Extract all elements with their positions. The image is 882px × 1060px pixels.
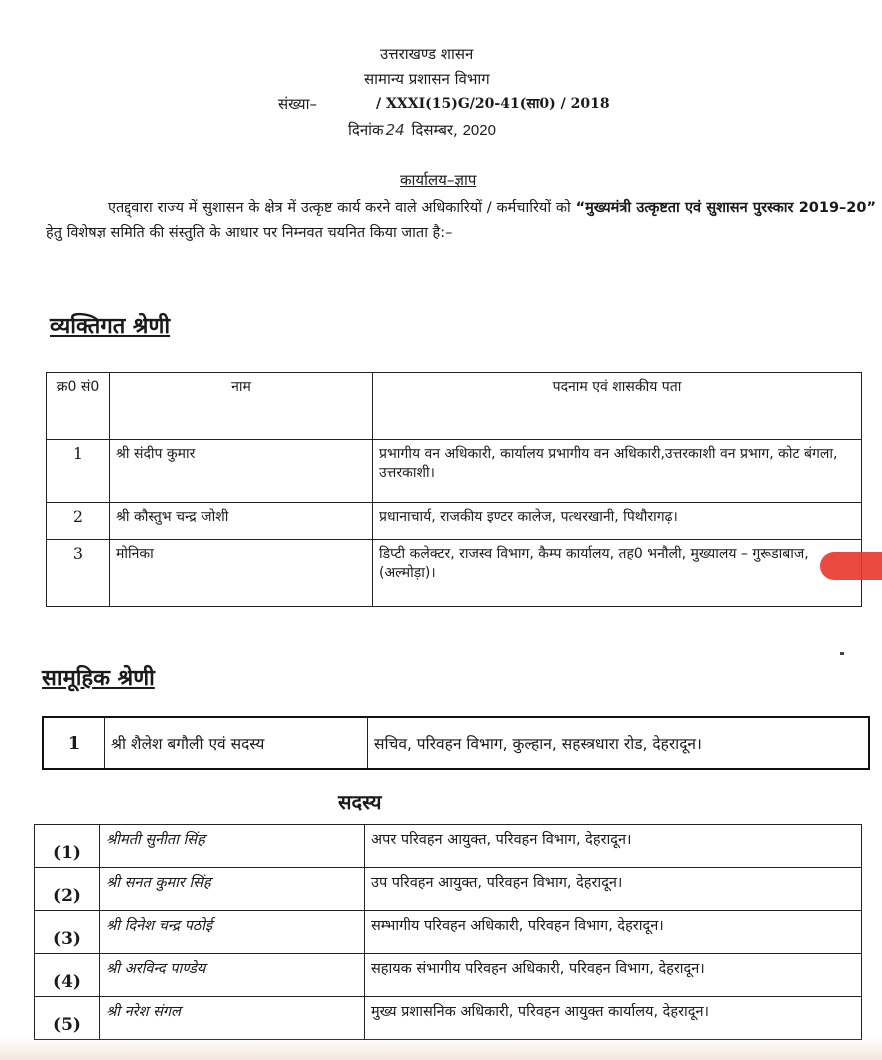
personal-category-table: [46, 372, 862, 607]
section-group-heading: सामूहिक श्रेणी: [42, 666, 155, 691]
section-personal-heading: व्यक्तिगत श्रेणी: [50, 314, 171, 339]
row-serial: 3: [47, 540, 110, 607]
col-header-serial: क्र0 सं0: [47, 373, 110, 440]
date-day: 24: [385, 121, 405, 139]
row-name: श्री नरेश संगल: [100, 997, 365, 1040]
intro-part1: एतद्द्वारा राज्य में सुशासन के क्षेत्र में उत्कृष्ट कार्य करने वाले अधिकारियों / कर्मचारियों को: [108, 200, 571, 216]
members-table: [34, 824, 862, 1040]
row-designation: मुख्य प्रशासनिक अधिकारी, परिवहन आयुक्त कार्यालय, देहरादून।: [365, 997, 862, 1040]
row-serial: (5): [35, 997, 100, 1040]
table-row: [43, 717, 869, 769]
row-serial: 1: [43, 717, 105, 769]
table-row: [35, 954, 862, 997]
group-category-table: [42, 716, 870, 770]
department-title: सामान्य प्रशासन विभाग: [364, 70, 490, 88]
row-serial: (1): [35, 825, 100, 868]
table-row: [47, 440, 862, 503]
table-row: [35, 825, 862, 868]
table-row: [35, 997, 862, 1040]
reference-label: संख्या–: [278, 95, 318, 113]
row-designation: उप परिवहन आयुक्त, परिवहन विभाग, देहरादून।: [365, 868, 862, 911]
table-row: [47, 540, 862, 607]
row-name: श्री शैलेश बगौली एवं सदस्य: [105, 717, 368, 769]
row-name: श्री संदीप कुमार: [110, 440, 373, 503]
intro-paragraph: [46, 196, 876, 246]
table-row: [47, 503, 862, 540]
row-name: श्री सनत कुमार सिंह: [100, 868, 365, 911]
table-row: [35, 911, 862, 954]
row-serial: 2: [47, 503, 110, 540]
row-serial: 1: [47, 440, 110, 503]
row-serial: (2): [35, 868, 100, 911]
award-name: “मुख्यमंत्री उत्कृष्टता एवं सुशासन पुरस्कार 2019–20”: [575, 200, 877, 216]
date-line: [348, 120, 496, 141]
col-header-designation: पदनाम एवं शासकीय पता: [373, 373, 862, 440]
col-header-name: नाम: [110, 373, 373, 440]
row-designation: सम्भागीय परिवहन अधिकारी, परिवहन विभाग, देहरादून।: [365, 911, 862, 954]
govt-title: उत्तराखण्ड शासन: [380, 45, 474, 63]
table-row: [35, 868, 862, 911]
paper-stain: [0, 1036, 882, 1060]
section-members-heading: सदस्य: [338, 790, 382, 814]
row-name: मोनिका: [110, 540, 373, 607]
date-year: 2020: [462, 122, 496, 139]
date-prefix: दिनांक: [348, 121, 384, 139]
date-month: दिसम्बर,: [411, 121, 458, 139]
ink-speck: [840, 652, 844, 655]
intro-part2: हेतु विशेषज्ञ समिति की संस्तुति के आधार पर निम्नवत चयनित किया जाता है:–: [46, 225, 453, 241]
highlighter-mark: [820, 552, 882, 580]
row-name: श्रीमती सुनीता सिंह: [100, 825, 365, 868]
row-designation: प्रधानाचार्य, राजकीय इण्टर कालेज, पत्थरखानी, पिथौरागढ़।: [373, 503, 862, 540]
row-serial: (3): [35, 911, 100, 954]
row-designation: सहायक संभागीय परिवहन अधिकारी, परिवहन विभाग, देहरादून।: [365, 954, 862, 997]
row-name: श्री दिनेश चन्द्र पठोई: [100, 911, 365, 954]
row-designation: डिप्टी कलेक्टर, राजस्व विभाग, कैम्प कार्यालय, तह0 भनौली, मुख्यालय – गुरूडाबाज, (अल्मोड़ा)।: [373, 540, 862, 607]
reference-number: / XXXI(15)G/20-41(सा0) / 2018: [376, 96, 610, 112]
row-name: श्री अरविन्द पाण्डेय: [100, 954, 365, 997]
row-designation: प्रभागीय वन अधिकारी, कार्यालय प्रभागीय वन अधिकारी,उत्तरकाशी वन प्रभाग, कोट बंगला, उत्तरकाशी।: [373, 440, 862, 503]
row-name: श्री कौस्तुभ चन्द्र जोशी: [110, 503, 373, 540]
row-designation: सचिव, परिवहन विभाग, कुल्हान, सहस्त्रधारा रोड, देहरादून।: [368, 717, 870, 769]
memo-title: कार्यालय–ज्ञाप: [400, 171, 477, 189]
row-serial: (4): [35, 954, 100, 997]
row-designation: अपर परिवहन आयुक्त, परिवहन विभाग, देहरादून।: [365, 825, 862, 868]
